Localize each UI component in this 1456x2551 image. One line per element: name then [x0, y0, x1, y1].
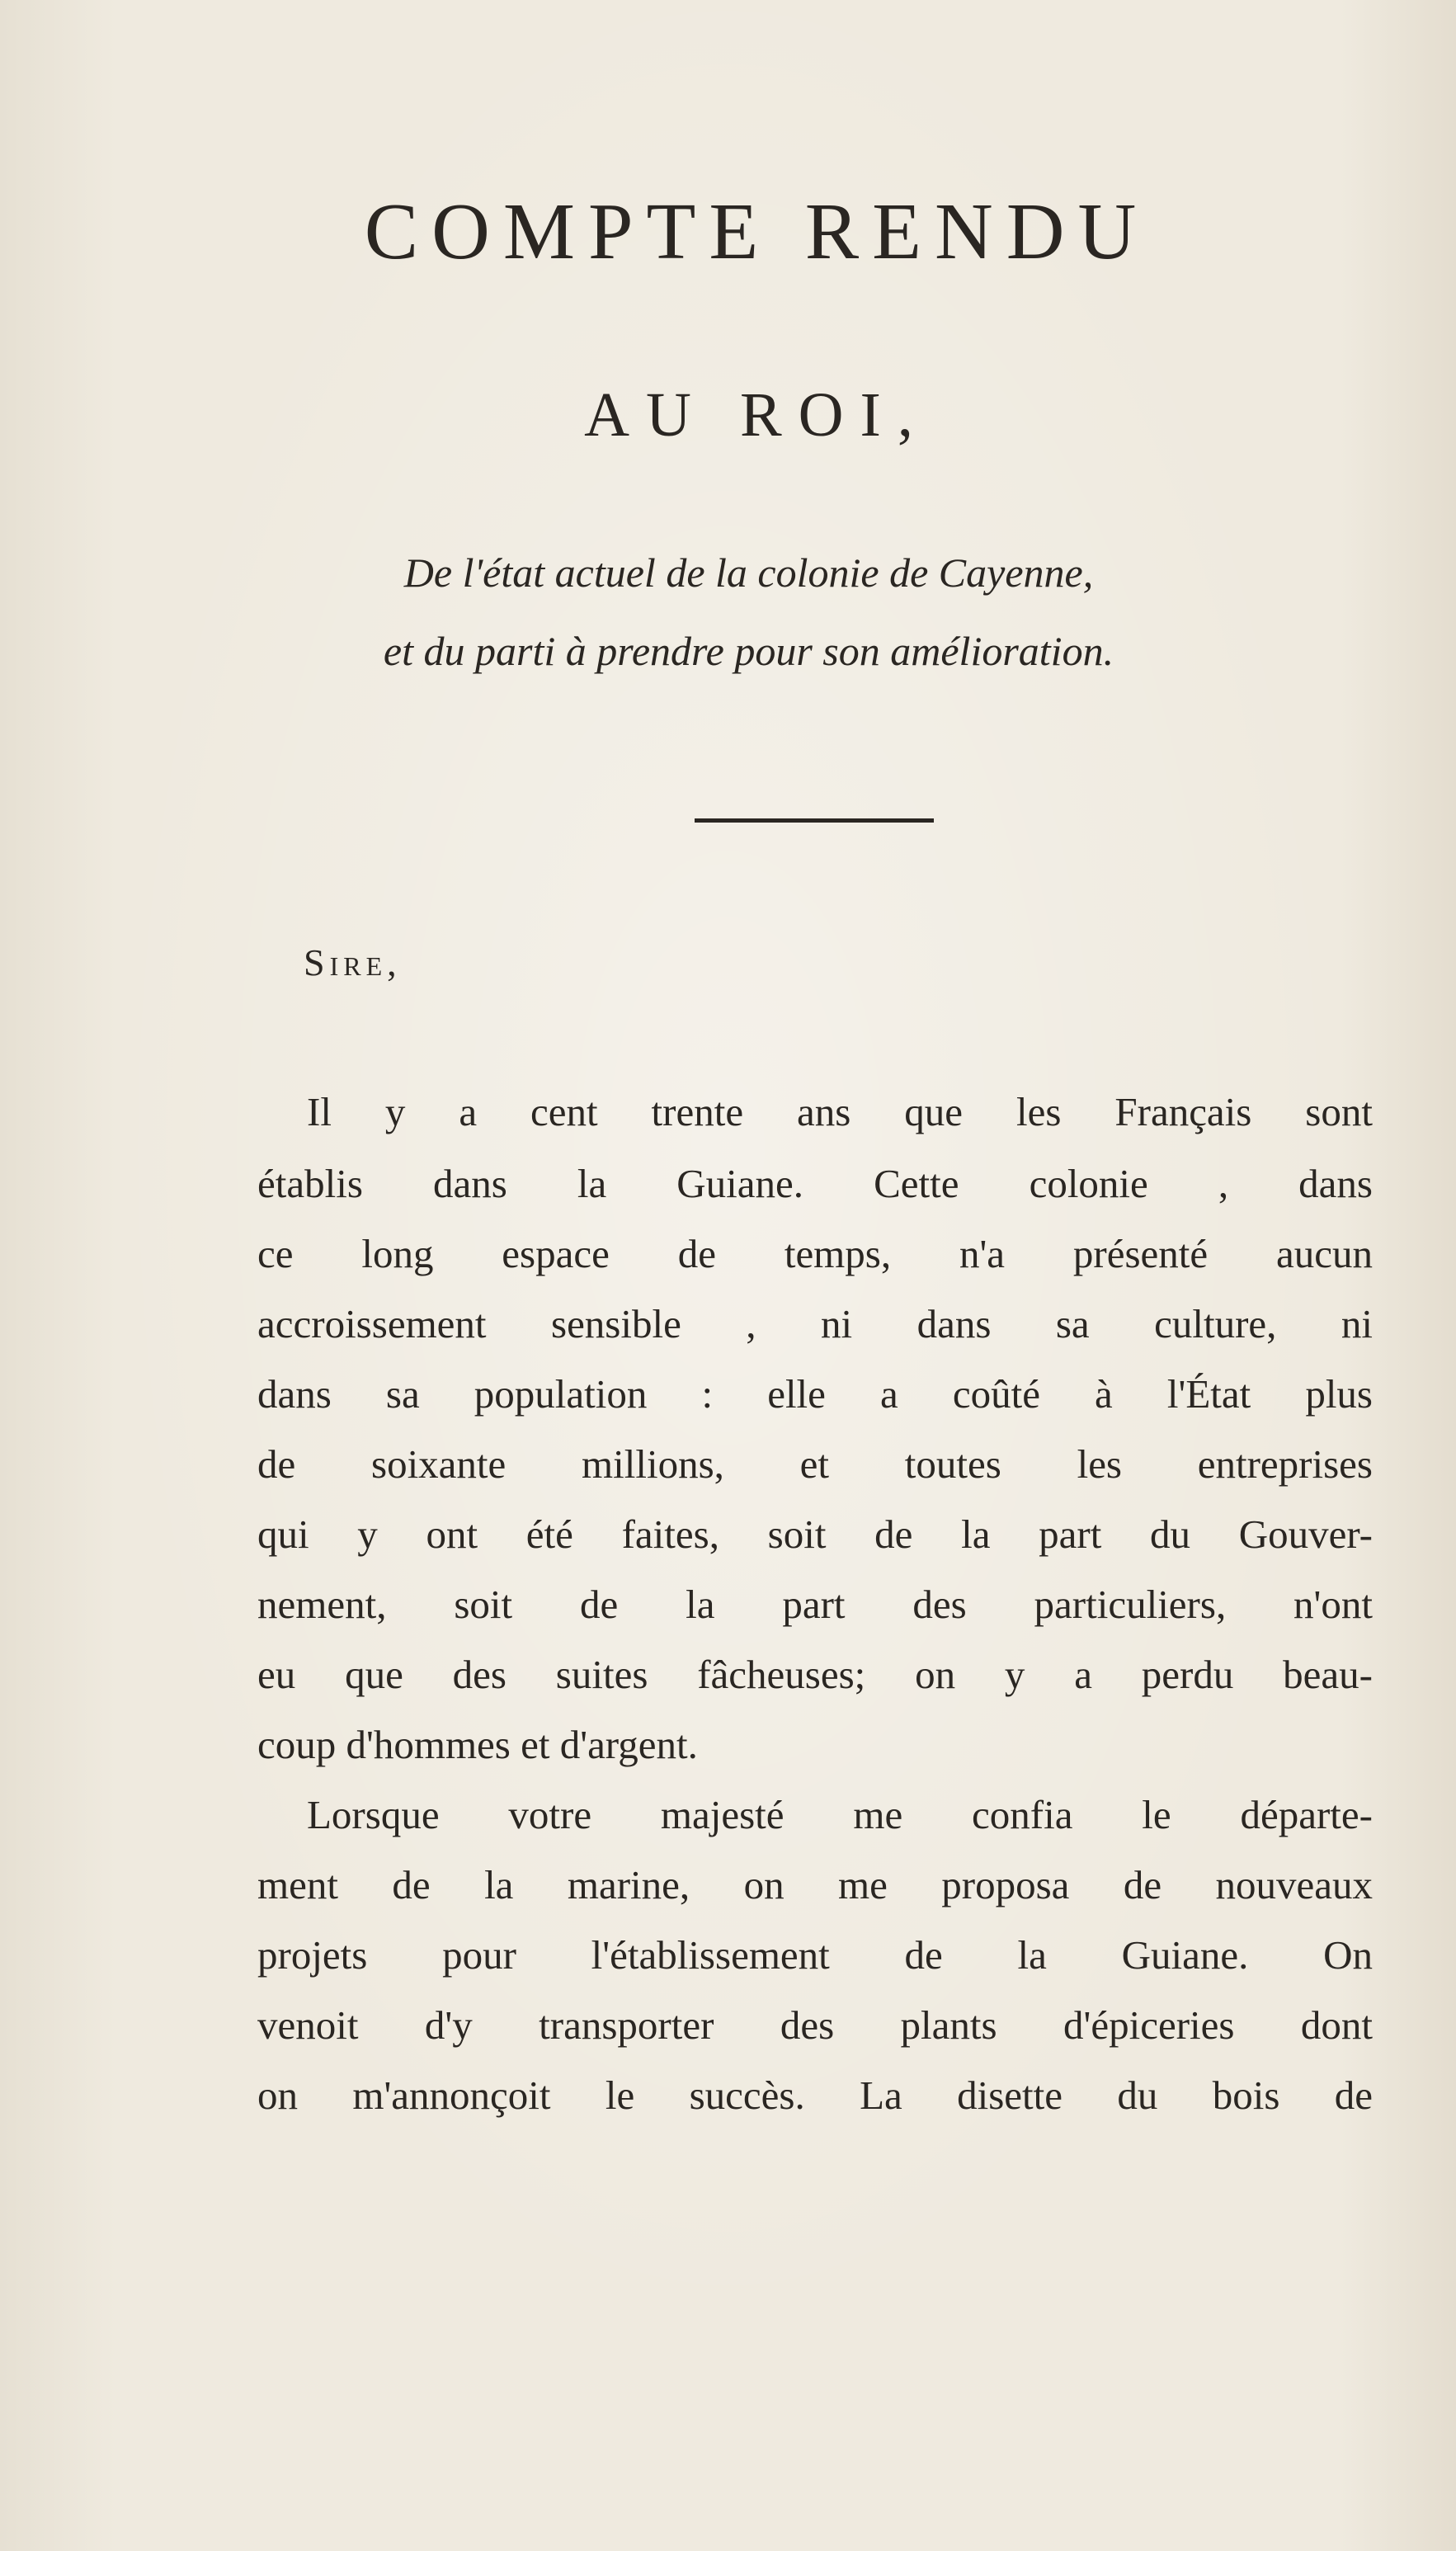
paragraph-1-line: eu que des suites fâcheuses; on y a perdu beau- — [257, 1652, 1373, 1697]
paragraph-2-line: ment de la marine, on me proposa de nouveaux — [257, 1862, 1373, 1907]
paragraph-1-line: qui y ont été faites, soit de la part du Gouver- — [257, 1511, 1373, 1557]
subtitle-line: et du parti à prendre pour son amélioration. — [383, 628, 1114, 674]
page-subtitle-title: AU ROI, — [584, 380, 930, 450]
paragraph-2-line: venoit d'y transporter des plants d'épiceries dont — [257, 2002, 1373, 2048]
paragraph-1-line: dans sa population : elle a coûté à l'État plus — [257, 1371, 1373, 1417]
paragraph-2-line: on m'annonçoit le succès. La disette du bois de — [257, 2072, 1373, 2118]
salutation: Sire, — [304, 941, 402, 983]
paragraph-1-line: de soixante millions, et toutes les entreprises — [257, 1441, 1373, 1487]
paragraph-1-line: Il y a cent trente ans que les Français sont — [307, 1089, 1373, 1134]
paragraph-1-line: coup d'hommes et d'argent. — [257, 1722, 698, 1767]
paragraph-1-line: établis dans la Guiane. Cette colonie , dans — [257, 1161, 1373, 1206]
paragraph-1-line: accroissement sensible , ni dans sa culture, ni — [257, 1301, 1373, 1346]
paragraph-2-line: projets pour l'établissement de la Guiane. On — [257, 1932, 1373, 1978]
subtitle-line: De l'état actuel de la colonie de Cayenne, — [403, 549, 1094, 596]
page-title: COMPTE RENDU — [364, 187, 1150, 276]
paragraph-2-line: Lorsque votre majesté me confia le départe- — [307, 1792, 1373, 1837]
section-divider — [695, 818, 934, 823]
paragraph-1-line: ce long espace de temps, n'a présenté aucun — [257, 1231, 1373, 1276]
paragraph-1-line: nement, soit de la part des particuliers, n'ont — [257, 1582, 1373, 1627]
